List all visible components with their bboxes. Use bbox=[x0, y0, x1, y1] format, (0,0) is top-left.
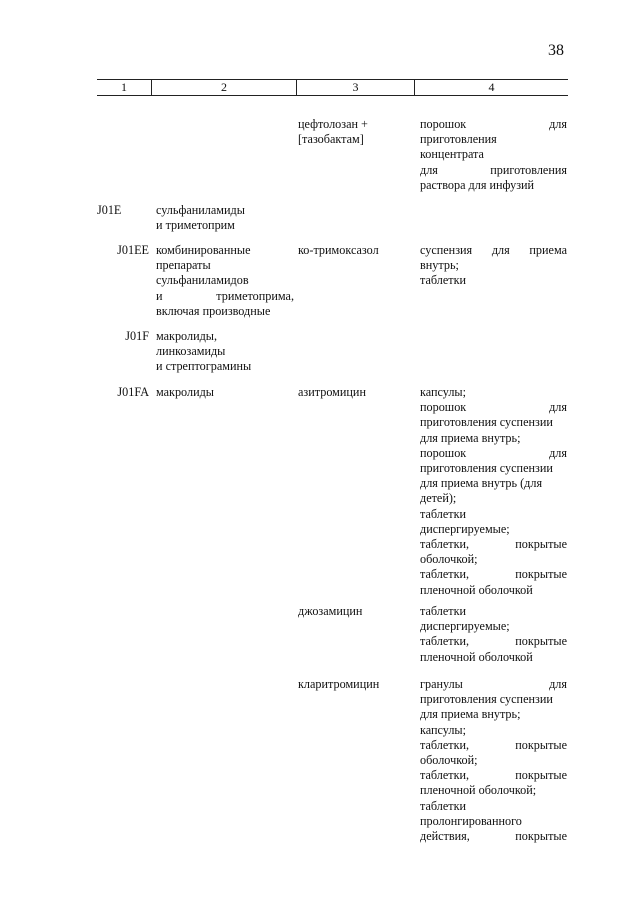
drug-name bbox=[298, 117, 408, 147]
text-line bbox=[420, 117, 567, 132]
word: порошок bbox=[420, 400, 467, 415]
word: действия, bbox=[420, 829, 470, 844]
word: покрытые bbox=[515, 768, 567, 783]
word: макролиды, bbox=[156, 329, 218, 343]
word: линкозамиды bbox=[156, 344, 226, 359]
dosage-forms bbox=[420, 117, 567, 193]
text-line bbox=[420, 707, 567, 722]
word: триметоприма, bbox=[216, 288, 294, 303]
word: таблетки, bbox=[420, 768, 470, 783]
word: для bbox=[420, 162, 438, 177]
anatomical-therapeutic-group bbox=[156, 329, 294, 375]
word: цефтолозан + bbox=[298, 117, 368, 131]
word: для bbox=[549, 117, 567, 131]
word: приготовления суспензии bbox=[420, 415, 553, 430]
anatomical-therapeutic-group bbox=[156, 385, 294, 400]
text-line bbox=[420, 583, 567, 598]
word: для приема внутрь; bbox=[420, 430, 521, 445]
word: оболочкой; bbox=[420, 552, 478, 567]
text-line bbox=[420, 768, 567, 783]
word: приготовления суспензии bbox=[420, 692, 553, 707]
word: приема bbox=[529, 243, 567, 257]
text-line bbox=[420, 753, 567, 768]
word: для bbox=[549, 445, 567, 460]
word: раствора для инфузий bbox=[420, 177, 535, 192]
text-line bbox=[420, 692, 567, 707]
word: покрытые bbox=[515, 567, 567, 582]
text-line bbox=[420, 723, 567, 738]
word: таблетки bbox=[420, 604, 467, 618]
text-line bbox=[298, 604, 408, 619]
text-line bbox=[420, 814, 567, 829]
word: капсулы; bbox=[420, 385, 466, 399]
table-header bbox=[97, 79, 568, 96]
drug-name bbox=[298, 604, 408, 619]
text-line bbox=[420, 522, 567, 537]
text-line bbox=[420, 507, 567, 522]
text-line bbox=[156, 289, 294, 304]
word: таблетки, bbox=[420, 567, 470, 582]
drug-name bbox=[298, 677, 408, 692]
atc-code: J01E bbox=[97, 203, 122, 217]
word: порошок bbox=[420, 445, 467, 460]
text-line bbox=[156, 203, 294, 218]
word: капсулы; bbox=[420, 722, 466, 737]
anatomical-therapeutic-group bbox=[156, 203, 294, 233]
text-line bbox=[420, 258, 567, 273]
text-line bbox=[420, 400, 567, 415]
text-line bbox=[420, 491, 567, 506]
word: включая производные bbox=[156, 303, 271, 318]
text-line bbox=[420, 829, 567, 844]
word: таблетки bbox=[420, 273, 467, 288]
text-line bbox=[420, 634, 567, 649]
word: кларитромицин bbox=[298, 677, 380, 691]
text-line bbox=[420, 415, 567, 430]
word: и стрептограмины bbox=[156, 359, 252, 374]
atc-code: J01F bbox=[125, 329, 149, 343]
word: таблетки, bbox=[420, 537, 470, 552]
word: пленочной оболочкой bbox=[420, 649, 533, 664]
atc-code: J01FA bbox=[117, 385, 149, 399]
word: для bbox=[491, 243, 510, 257]
text-line bbox=[420, 604, 567, 619]
header-col-3: 3 bbox=[352, 80, 359, 94]
text-line bbox=[298, 677, 408, 692]
atc-code: J01EE bbox=[117, 243, 149, 257]
word: приготовления bbox=[490, 162, 567, 177]
text-line bbox=[298, 385, 408, 400]
word: концентрата bbox=[420, 147, 484, 162]
word: комбинированные bbox=[156, 243, 251, 257]
word: таблетки, bbox=[420, 737, 470, 752]
text-line bbox=[420, 147, 567, 162]
text-line bbox=[420, 677, 567, 692]
text-line bbox=[420, 431, 567, 446]
word: для приема внутрь; bbox=[420, 707, 521, 722]
text-line bbox=[156, 258, 294, 273]
text-line bbox=[420, 650, 567, 665]
word: приготовления bbox=[420, 132, 497, 147]
word: покрытые bbox=[515, 634, 567, 649]
dosage-forms bbox=[420, 604, 567, 665]
dosage-forms bbox=[420, 243, 567, 289]
word: пролонгированного bbox=[420, 813, 522, 828]
word: гранулы bbox=[420, 677, 463, 691]
text-line bbox=[156, 385, 294, 400]
page-number: 38 bbox=[548, 42, 564, 59]
text-line bbox=[420, 385, 567, 400]
dosage-forms bbox=[420, 677, 567, 844]
text-line bbox=[156, 329, 294, 344]
word: диспергируемые; bbox=[420, 619, 510, 634]
word: и триметоприм bbox=[156, 218, 235, 233]
word: покрытые bbox=[515, 537, 567, 552]
word: таблетки bbox=[420, 506, 467, 521]
text-line bbox=[156, 243, 294, 258]
text-line bbox=[420, 132, 567, 147]
text-line bbox=[420, 537, 567, 552]
word: порошок bbox=[420, 117, 467, 131]
text-line bbox=[156, 218, 294, 233]
header-col-4: 4 bbox=[488, 80, 495, 94]
word: для приема внутрь (для bbox=[420, 476, 543, 491]
word: сульфаниламидов bbox=[156, 273, 249, 288]
text-line bbox=[420, 273, 567, 288]
word: препараты bbox=[156, 258, 211, 273]
word: суспензия bbox=[420, 243, 473, 257]
drug-name bbox=[298, 243, 408, 258]
text-line bbox=[420, 178, 567, 193]
word: азитромицин bbox=[298, 385, 366, 399]
drug-name bbox=[298, 385, 408, 400]
text-line bbox=[420, 799, 567, 814]
word: таблетки, bbox=[420, 634, 470, 649]
text-line bbox=[420, 738, 567, 753]
word: диспергируемые; bbox=[420, 521, 510, 536]
text-line bbox=[420, 567, 567, 582]
text-line bbox=[420, 461, 567, 476]
word: покрытые bbox=[515, 737, 567, 752]
word: оболочкой; bbox=[420, 753, 478, 768]
text-line bbox=[420, 163, 567, 178]
text-line bbox=[156, 273, 294, 288]
header-col-2: 2 bbox=[221, 80, 227, 94]
text-line bbox=[156, 344, 294, 359]
word: [тазобактам] bbox=[298, 132, 364, 147]
text-line bbox=[420, 619, 567, 634]
text-line bbox=[420, 243, 567, 258]
dosage-forms bbox=[420, 385, 567, 598]
word: детей); bbox=[420, 491, 457, 506]
text-line bbox=[298, 117, 408, 132]
anatomical-therapeutic-group bbox=[156, 243, 294, 319]
text-line bbox=[420, 446, 567, 461]
word: и bbox=[156, 288, 163, 303]
word: сульфаниламиды bbox=[156, 203, 245, 217]
text-line bbox=[298, 243, 408, 258]
word: ко-тримоксазол bbox=[298, 243, 379, 257]
word: внутрь; bbox=[420, 258, 459, 273]
text-line bbox=[420, 476, 567, 491]
word: для bbox=[549, 400, 567, 415]
header-col-1: 1 bbox=[121, 80, 127, 94]
text-line bbox=[156, 304, 294, 319]
word: приготовления суспензии bbox=[420, 461, 553, 476]
text-line bbox=[420, 552, 567, 567]
word: пленочной оболочкой; bbox=[420, 783, 537, 798]
text-line bbox=[156, 359, 294, 374]
word: таблетки bbox=[420, 798, 467, 813]
word: для bbox=[549, 677, 567, 691]
word: джозамицин bbox=[298, 604, 363, 618]
word: макролиды bbox=[156, 385, 214, 399]
word: пленочной оболочкой bbox=[420, 582, 533, 597]
word: покрытые bbox=[515, 829, 567, 844]
text-line bbox=[298, 132, 408, 147]
text-line bbox=[420, 783, 567, 798]
